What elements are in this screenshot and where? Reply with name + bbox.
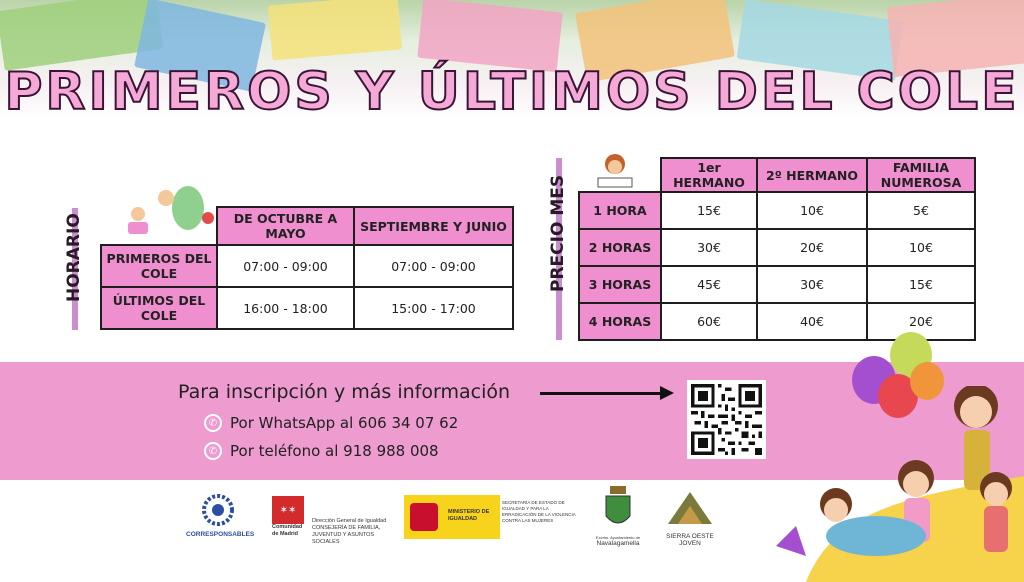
paper-shape xyxy=(268,0,402,61)
precio-row-header: 3 HORAS xyxy=(579,266,661,303)
page-title: PRIMEROS Y ÚLTIMOS DEL COLE xyxy=(4,62,1020,122)
whatsapp-text: Por WhatsApp al 606 34 07 62 xyxy=(230,414,459,432)
precio-col-header: FAMILIA NUMEROSA xyxy=(867,158,975,192)
precio-col-header: 2º HERMANO xyxy=(757,158,867,192)
corresponsables-icon xyxy=(200,494,236,526)
arrow-right-icon xyxy=(660,386,674,400)
joven-text: JOVEN xyxy=(679,540,701,547)
qr-code[interactable] xyxy=(687,380,766,459)
madrid-name: Comunidad de Madrid xyxy=(272,524,303,537)
sierra-text: SIERRA OESTE xyxy=(666,533,714,540)
precio-row-header: 1 HORA xyxy=(579,192,661,229)
ayto-text: Navalagamella xyxy=(596,540,640,547)
secretaria-text: SECRETARÍA DE ESTADO DE IGUALDAD Y PARA LA ERRADICACIÓN DE LA VIOLENCIA CONTRA LAS MUJERES xyxy=(502,500,576,523)
precio-row-header: 4 HORAS xyxy=(579,303,661,340)
horario-row-header: ÚLTIMOS DEL COLE xyxy=(101,287,217,329)
phone-contact[interactable] xyxy=(204,442,439,460)
precio-cell: 60€ xyxy=(661,303,757,340)
horario-col-header: DE OCTUBRE A MAYO xyxy=(217,207,354,245)
precio-cell: 30€ xyxy=(757,266,867,303)
ministerio-logo xyxy=(404,495,500,539)
precio-cell: 10€ xyxy=(757,192,867,229)
precio-cell: 5€ xyxy=(867,192,975,229)
precio-table xyxy=(578,157,976,341)
mountain-icon xyxy=(664,488,716,528)
horario-cell: 15:00 - 17:00 xyxy=(354,287,513,329)
madrid-stars-icon: ✶✶ xyxy=(272,496,304,524)
precio-cell: 40€ xyxy=(757,303,867,340)
precio-cell: 20€ xyxy=(757,229,867,266)
corresponsables-text: CORRESPONSABLES xyxy=(186,531,255,538)
madrid-dept: Dirección General de Igualdad xyxy=(312,518,387,524)
horario-cell: 16:00 - 18:00 xyxy=(217,287,354,329)
info-title: Para inscripción y más información xyxy=(178,381,511,403)
horario-row-header: PRIMEROS DEL COLE xyxy=(101,245,217,287)
horario-cell: 07:00 - 09:00 xyxy=(354,245,513,287)
precio-cell: 30€ xyxy=(661,229,757,266)
phone-icon: ✆ xyxy=(204,442,222,460)
madrid-consejeria: CONSEJERÍA DE FAMILIA, JUVENTUD Y ASUNTOS SOCIALES xyxy=(312,525,381,545)
madrid-logo xyxy=(272,496,308,538)
whatsapp-contact[interactable] xyxy=(204,414,458,432)
coat-of-arms-icon xyxy=(410,503,438,531)
corresponsables-logo xyxy=(186,494,255,538)
precio-cell: 15€ xyxy=(661,192,757,229)
qr-code-icon xyxy=(691,384,762,455)
horario-col-header: SEPTIEMBRE Y JUNIO xyxy=(354,207,513,245)
phone-text: Por teléfono al 918 988 008 xyxy=(230,442,439,460)
ayto-small-text: Excmo. Ayuntamiento de xyxy=(595,535,641,540)
horario-table xyxy=(100,206,514,330)
horario-label: HORARIO xyxy=(64,213,84,302)
whatsapp-icon: ✆ xyxy=(204,414,222,432)
arrow-line xyxy=(540,392,664,395)
precio-label: PRECIO MES xyxy=(548,174,568,292)
precio-col-header: 1er HERMANO xyxy=(661,158,757,192)
sierra-oeste-logo xyxy=(662,488,718,547)
precio-cell: 45€ xyxy=(661,266,757,303)
precio-cell: 20€ xyxy=(867,303,975,340)
children-plane-illustration xyxy=(776,386,1024,582)
precio-cell: 15€ xyxy=(867,266,975,303)
madrid-dept-text xyxy=(312,518,402,546)
precio-row-header: 2 HORAS xyxy=(579,229,661,266)
navalagamella-shield-icon xyxy=(604,486,632,530)
horario-cell: 07:00 - 09:00 xyxy=(217,245,354,287)
precio-cell: 10€ xyxy=(867,229,975,266)
navalagamella-logo xyxy=(590,486,646,547)
ministerio-text: MINISTERIO DE IGUALDAD xyxy=(448,509,490,522)
